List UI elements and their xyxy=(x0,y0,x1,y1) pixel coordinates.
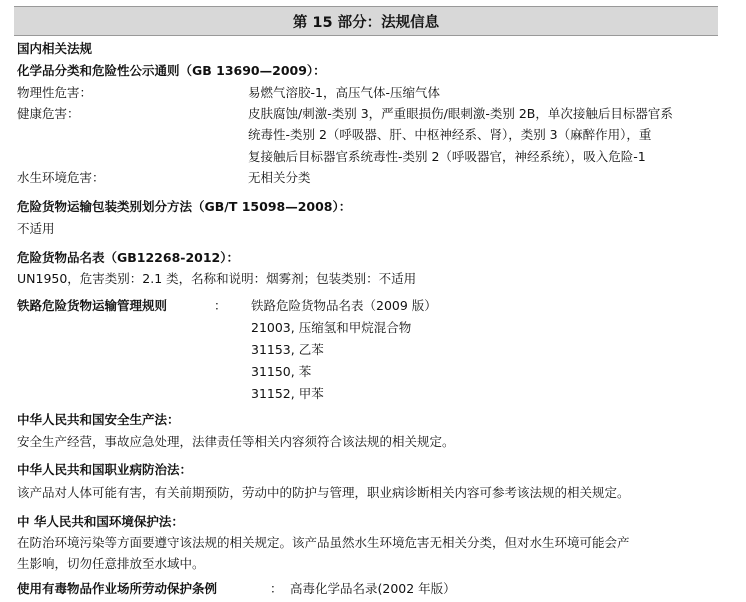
toxic-regulation-value: 高毒化学品名录(2002 年版） xyxy=(290,581,456,596)
toxic-regulation-heading: 使用有毒物品作业场所劳动保护条例 xyxy=(17,581,218,596)
health-hazard-line-2: 统毒性-类别 2（呼吸器、肝、中枢神经系、肾），类别 3（麻醉作用），重 xyxy=(248,127,652,142)
env-law-heading: 中 华人民共和国环境保护法： xyxy=(17,514,184,529)
section-header xyxy=(14,6,718,36)
physical-hazard-label: 物理性危害： xyxy=(17,85,93,100)
railway-heading: 铁路危险货物运输管理规则 xyxy=(17,298,168,313)
railway-colon: ： xyxy=(214,298,227,313)
health-hazard-line-1: 皮肤腐蚀/刺激-类别 3，严重眼损伤/眼刺激-类别 2B，单次接触后目标器官系 xyxy=(248,106,673,121)
health-hazard-line-3: 复接触后目标器官系统毒性-类别 2（呼吸器官，神经系统），吸入危险-1 xyxy=(248,149,646,164)
aquatic-hazard-value: 无相关分类 xyxy=(248,170,311,185)
section-title: 第 15 部分：法规信息 xyxy=(292,14,440,31)
health-hazard-label: 健康危害： xyxy=(17,106,80,121)
dangerous-goods-value: UN1950，危害类别：2.1 类，名称和说明：烟雾剂；包装类别：不适用 xyxy=(17,271,417,286)
env-law-line-2: 生影响，切勿任意排放至水域中。 xyxy=(17,556,205,571)
env-law-line-1: 在防治环境污染等方面要遵守该法规的相关规定。该产品虽然水生环境危害无相关分类，但对水生环境可能会产 xyxy=(17,535,630,550)
packaging-heading: 危险货物运输包装类别划分方法（GB/T 15098—2008）： xyxy=(17,199,352,214)
railway-item: 31150, 苯 xyxy=(251,364,312,379)
dangerous-goods-heading: 危险货物品名表（GB12268-2012）： xyxy=(17,250,240,265)
safety-law-heading: 中华人民共和国安全生产法： xyxy=(17,412,180,427)
railway-item: 31152, 甲苯 xyxy=(251,386,324,401)
toxic-regulation-colon: ： xyxy=(270,581,283,596)
safety-law-value: 安全生产经营，事故应急处理，法律责任等相关内容须符合该法规的相关规定。 xyxy=(17,434,455,449)
occupational-law-heading: 中华人民共和国职业病防治法： xyxy=(17,462,193,477)
ghs-heading: 化学品分类和危险性公示通则（GB 13690—2009）： xyxy=(17,63,326,78)
packaging-value: 不适用 xyxy=(17,221,55,236)
railway-item: 21003, 压缩氢和甲烷混合物 xyxy=(251,320,412,335)
domestic-heading: 国内相关法规 xyxy=(17,41,93,56)
railway-item: 铁路危险货物品名表（2009 版） xyxy=(251,298,437,313)
aquatic-hazard-label: 水生环境危害： xyxy=(17,170,105,185)
physical-hazard-value: 易燃气溶胶-1，高压气体-压缩气体 xyxy=(248,85,440,100)
railway-item: 31153, 乙苯 xyxy=(251,342,324,357)
occupational-law-value: 该产品对人体可能有害，有关前期预防，劳动中的防护与管理，职业病诊断相关内容可参考该法规的相关规定。 xyxy=(17,485,630,500)
